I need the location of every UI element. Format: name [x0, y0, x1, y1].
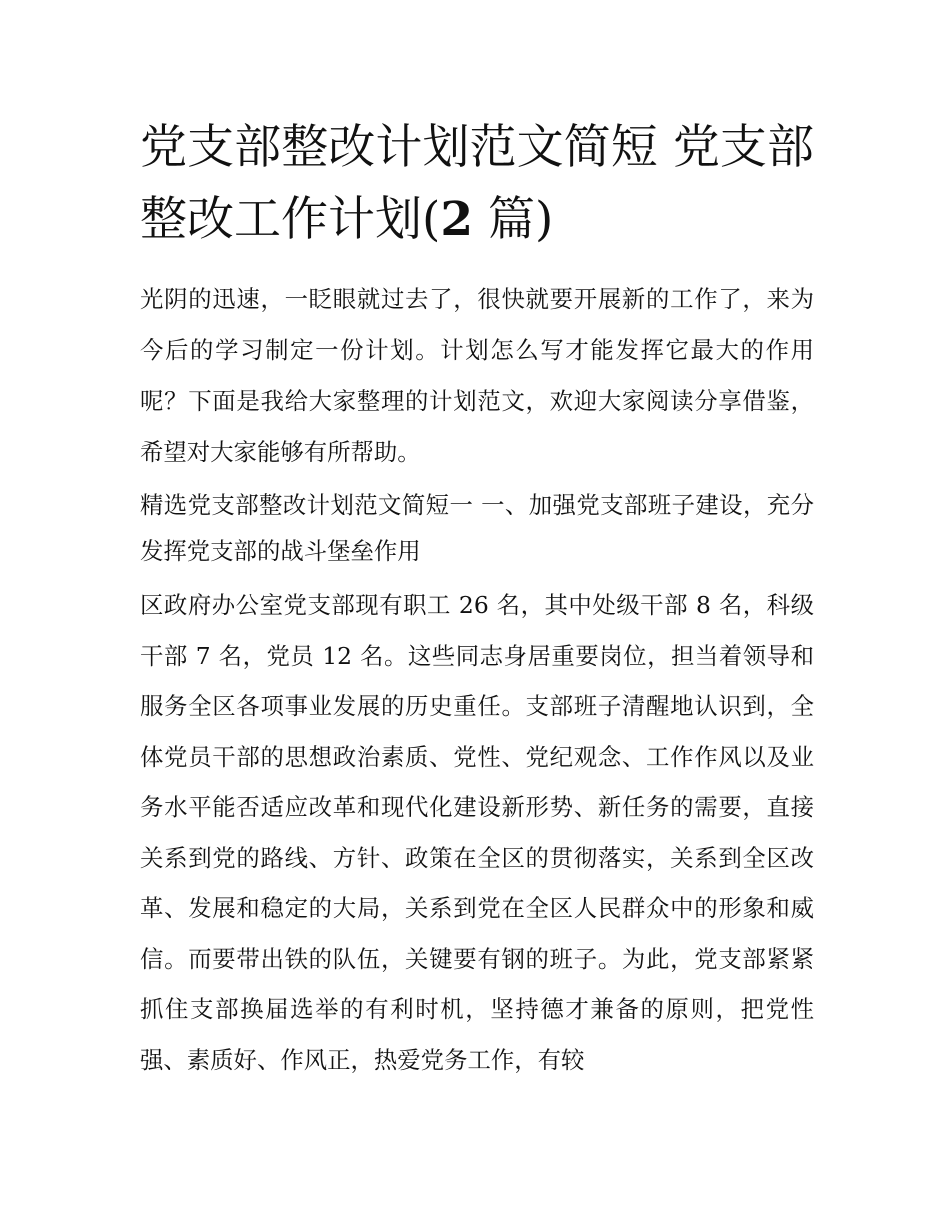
document-page [140, 112, 814, 1085]
body-paragraph: 区政府办公室党支部现有职工 26 名，其中处级干部 8 名，科级干部 7 名，党员 12 名。这些同志身居重要岗位，担当着领导和服务全区各项事业发展的历史重任。支部班子清醒地认识到，全体党员干部的思想政治素质、党性、党纪观念、工作作风以及业务水平能否适应改革和现代化建设新形势、新任务的需要，直接关系到党的路线、方针、政策在全区的贯彻落实，关系到全区改革、发展和稳定的大局，关系到党在全区人民群众中的形象和威信。而要带出铁的队伍，关键要有钢的班子。为此，党支部紧紧抓住支部换届选举的有利时机，坚持德才兼备的原则，把党性强、素质好、作风正，热爱党务工作，有较 [140, 591, 814, 1074]
section-heading: 精选党支部整改计划范文简短一 一、加强党支部班子建设，充分发挥党支部的战斗堡垒作用 [140, 491, 814, 565]
title-text-1: 党支部整改计划范文简短 党支部整改工作计划( [140, 120, 814, 247]
title-text-2: 篇) [473, 192, 554, 247]
intro-paragraph: 光阴的迅速，一眨眼就过去了，很快就要开展新的工作了，来为今后的学习制定一份计划。计划怎么写才能发挥它最大的作用呢？下面是我给大家整理的计划范文，欢迎大家阅读分享借鉴，希望对大家能够有所帮助。 [140, 285, 814, 466]
title-number: 2 [440, 192, 474, 247]
document-title [140, 112, 814, 256]
